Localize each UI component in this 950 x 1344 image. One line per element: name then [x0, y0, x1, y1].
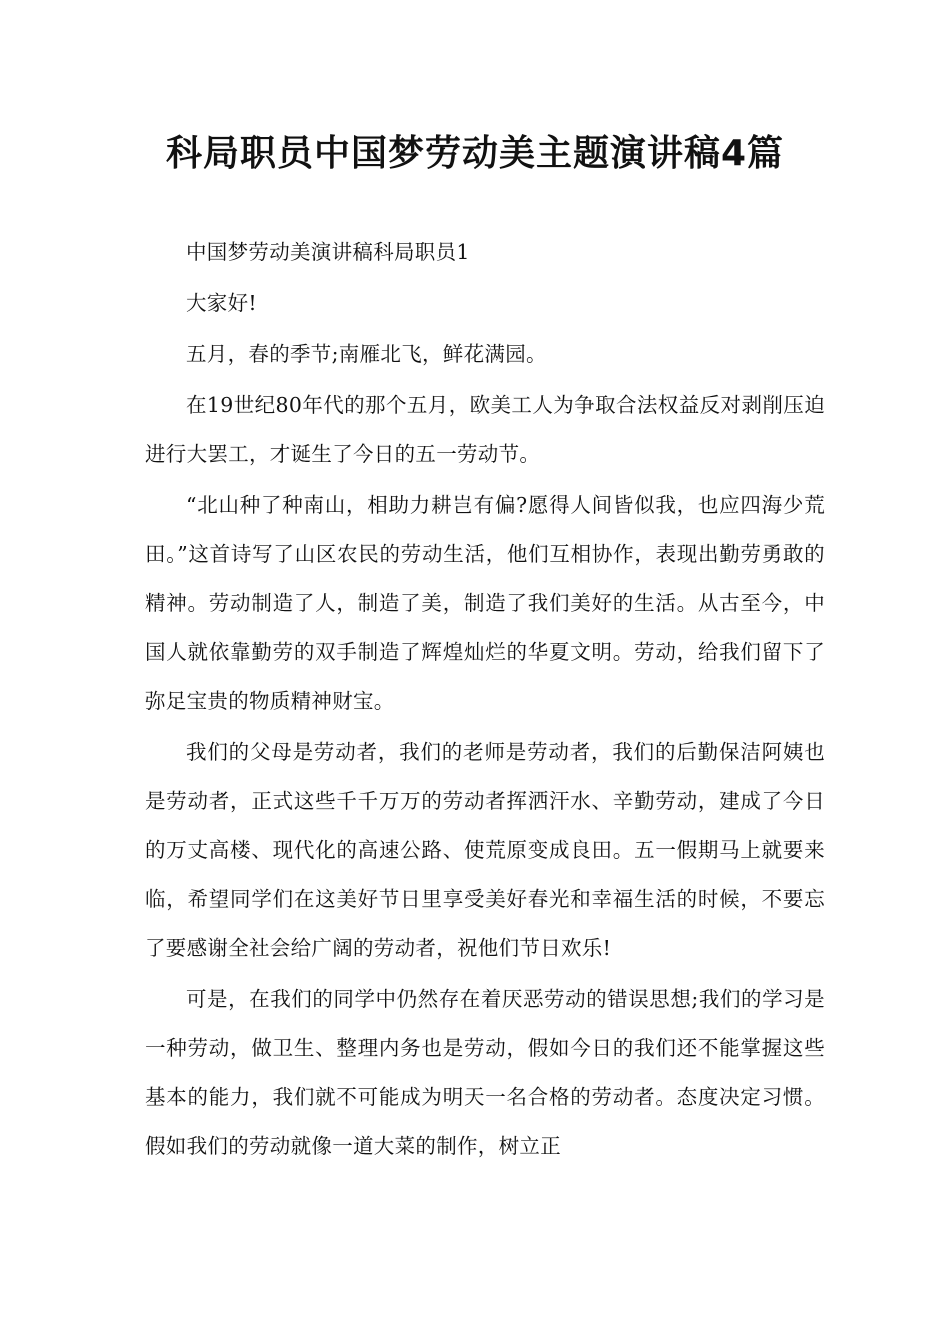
- paragraph: “北山种了种南山，相助力耕岂有偏?愿得人间皆似我，也应四海少荒田。”这首诗写了山区农民的劳动生活，他们互相协作，表现出勤劳勇敢的精神。劳动制造了人，制造了美，制造了我们美好的生活。从古至今，中国人就依靠勤劳的双手制造了辉煌灿烂的华夏文明。劳动，给我们留下了弥足宝贵的物质精神财宝。: [145, 493, 825, 713]
- paragraph: 五月，春的季节;南雁北飞，鲜花满园。: [186, 342, 547, 366]
- document-title: 科局职员中国梦劳动美主题演讲稿4篇: [165, 133, 785, 174]
- paragraph-greeting: 大家好!: [186, 291, 257, 315]
- paragraph: 我们的父母是劳动者，我们的老师是劳动者，我们的后勤保洁阿姨也是劳动者，正式这些千千万万的劳动者挥洒汗水、辛勤劳动，建成了今日的万丈高楼、现代化的高速公路、使荒原变成良田。五一假期马上就要来临，希望同学们在这美好节日里享受美好春光和幸福生活的时候，不要忘了要感谢全社会给广阔的劳动者，祝他们节日欢乐!: [145, 740, 825, 960]
- document-body: [145, 228, 825, 1173]
- paragraph: 在19世纪80年代的那个五月，欧美工人为争取合法权益反对剥削压迫进行大罢工，才诞生了今日的五一劳动节。: [145, 393, 825, 466]
- paragraph: 可是，在我们的同学中仍然存在着厌恶劳动的错误思想;我们的学习是一种劳动，做卫生、整理内务也是劳动，假如今日的我们还不能掌握这些基本的能力，我们就不可能成为明天一名合格的劳动者。态度决定习惯。假如我们的劳动就像一道大菜的制作，树立正: [145, 987, 825, 1158]
- paragraph-heading: 中国梦劳动美演讲稿科局职员1: [186, 240, 470, 264]
